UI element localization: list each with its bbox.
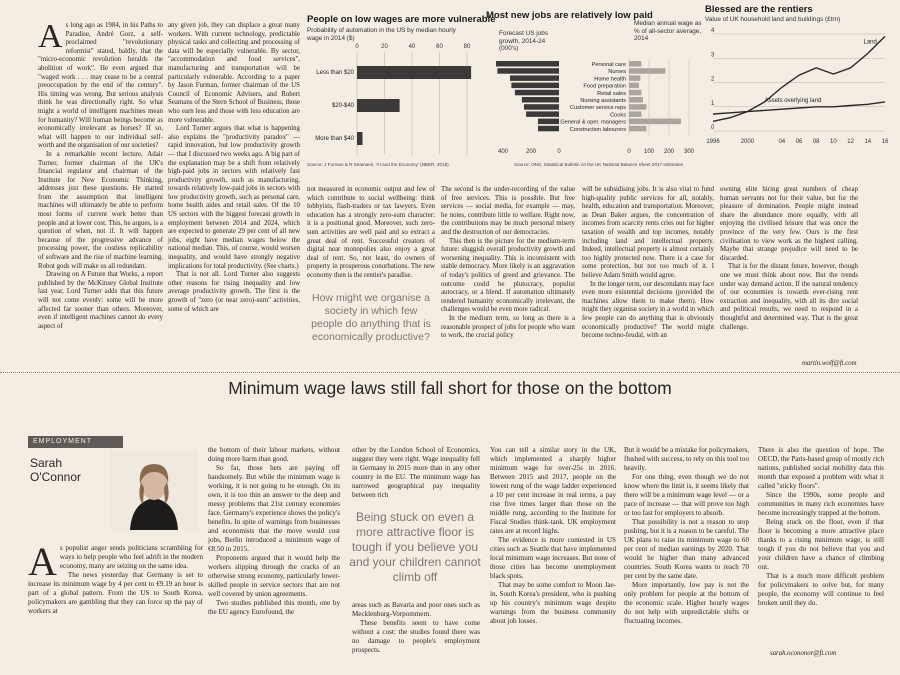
x-tick-label: 10 <box>830 139 837 145</box>
jobs-growth-bar <box>522 97 559 103</box>
y-tick-label: 1 <box>711 100 715 107</box>
section-divider <box>0 372 900 373</box>
wolf-column-4: The second is the under-recording of the value of free services. This is possible. But free services — social media, for example — may, he notes, contribute little to welfare. Right now, the contributions may be much personal misery and the destruction of our democracies. This then is the picture for the medium-term future: sluggish overall productivity growth and worsening inequality. This is inconsistent with stable democracy. More likely is an aggravation of today's politics of greed and grievance. The outcome could be plutocracy, populist autocracy, or a blend. If automation ultimately rendered humanity economically irrelevant, the challenges would be even more radical. In the medium term, so long as there is a reasonable prospect of jobs for people who want to work, the crucial policy <box>441 186 575 340</box>
category-label: More than $40 <box>315 136 354 142</box>
category-label: Construction labourers <box>569 126 626 133</box>
category-label: Personal care <box>591 62 626 68</box>
oconnor-headline: Minimum wage laws still fall short for those on the bottom <box>228 378 672 398</box>
author-portrait <box>110 450 198 530</box>
chart-title: People on low wages are more vulnerable <box>307 14 496 25</box>
wage-bar <box>629 97 643 103</box>
oconnor-email[interactable]: sarah.ocononor@ft.com <box>770 650 837 657</box>
oconnor-column-5: But it would be a mistake for policymakers, flushed with success, to rely on this tool too heavily. For one thing, even though we do not know where the limit is, it seems likely that there will be a minimum wage level — or a pace of increase — that will prove too high or too fast for employers to absorb. That possibility is not a reason to stop pushing, but it is a reason to be careful. The UK plans to raise its minimum wage to 60 per cent of median earnings by 2020. That would be higher than many advanced countries. South Korea wants to reach 70 per cent by the same date. More importantly, low pay is not the only problem for people at the bottom of the economic scale. Higher hourly wages do not help with unpredictable shifts or fluctuating incomes. <box>624 446 749 625</box>
rentiers-line-chart <box>705 26 900 156</box>
jobs-bar-chart <box>484 55 704 165</box>
x-tick-label: 60 <box>436 44 443 50</box>
category-label: Customer service reps <box>570 105 626 112</box>
chart-rentiers <box>705 0 900 176</box>
oconnor-column-3a: other by the London School of Economics, suggest they were right. Wage inequality fell in Germany in 2015 more than in any other country in the EU. The minimum wage has narrowed geographical pay inequality between rich <box>352 446 480 499</box>
oconnor-column-1: As populist anger sends politicians scrambling for ways to help people who feel adrift in the modern economy, many are seizing on the same idea. The news yesterday that Germany is set to increase its minimum wage by 4 per cent to €9.19 an hour is part of a global pattern. From the US to South Korea, policymakers are gambling that they can force up the pay of workers at <box>28 539 203 615</box>
jobs-growth-bar <box>510 75 559 81</box>
y-tick-label: 4 <box>711 28 715 34</box>
jobs-growth-bar <box>524 104 559 110</box>
chart-new-jobs <box>484 0 704 176</box>
oconnor-column-4: You can tell a similar story in the UK, which implemented a sharply higher minimum wage for over-25s in 2016. Between 2015 and 2017, people on the lowest rung of the wage ladder experienced a 10 per cent increase in real terms, a pay rise five times larger than those on the middle rung, according to the Institute for Fiscal Studies think-tank. UK employment rates are at record highs. The evidence is more contested in US cities such as Seattle that have implemented local minimum wage increases. But none of those cities has become unemployment black spots. That may be some comfort to Moon Jae-in, South Korea's president, who is pushing up his country's minimum wage despite warnings from the business community about job losses. <box>490 446 616 625</box>
category-label: Nurses <box>608 69 626 76</box>
x-tick-label: 1996 <box>706 139 720 145</box>
drop-cap: A <box>28 539 57 584</box>
left-tick-label: 200 <box>525 149 537 155</box>
left-tick-label: 0 <box>557 149 561 155</box>
x-tick-label: 80 <box>463 44 471 50</box>
jobs-growth-bar <box>496 61 559 67</box>
right-tick-label: 200 <box>663 149 675 155</box>
y-tick-label: 3 <box>711 52 715 59</box>
oconnor-column-6: There is also the question of hope. The OECD, the Paris-based group of mostly rich nations, published social mobility data this month that exposed a problem with what it called "sticky floors". Since the 1990s, some people and communities in many rich economies have become increasingly trapped at the bottom. Being stuck on the floor, even if that floor is becoming a more attractive place thanks to a rising minimum wage, is still tough if you do not believe that you and your children have a chance of climbing out. That is a much more difficult problem for policymakers to solve but, for many people, the economy will continue to feel broken until they do. <box>758 446 884 607</box>
wolf-column-6: owning elite hiring great numbers of cheap human servants not for their value, but for the pleasure of domination. People might instead share the abundance more equally, with all enjoying the civilised leisure that was once the province of the very few. Ours is the first civilisation to view work as the highest calling. Maybe that strange prejudice will need to be discarded. That is for the distant future, however, though one we must think about now. But the trends under way demand action. If the natural tendency of our economies is towards ever-rising rent extraction and inequality, with all its dire social and political results, we need to respond in a thoughtful and determined way. That is the great challenge. <box>720 186 858 331</box>
series-label-assets: Assets overlying land <box>764 97 822 104</box>
x-tick-label: 40 <box>408 44 416 50</box>
automation-bar-chart <box>307 40 479 160</box>
jobs-growth-bar <box>497 68 559 74</box>
chart-source: Source: J Furman & R Seamans, 'AI and the Economy' (NBER, 2018) <box>307 162 449 167</box>
x-tick-label: 0 <box>355 44 359 50</box>
drop-cap: A <box>38 18 63 55</box>
category-label: Nursing assistants <box>580 98 626 104</box>
right-tick-label: 300 <box>683 149 695 155</box>
category-label: Retail sales <box>597 90 626 97</box>
wage-bar <box>629 61 641 67</box>
right-tick-label: 0 <box>627 149 631 155</box>
chart-title: Most new jobs are relatively low paid <box>486 10 653 21</box>
jobs-growth-bar <box>515 90 559 96</box>
chart-automation <box>307 0 496 176</box>
wage-bar <box>629 90 641 96</box>
x-tick-label: 04 <box>778 139 786 145</box>
category-label: Cooks <box>610 112 626 119</box>
chart-source: Source: ONS, Statistical Bulletin on the UK National Balance Sheet 2017 estimates <box>514 162 684 167</box>
chart-ylabel: Value of UK household land and buildings (£trn) <box>705 16 841 23</box>
x-tick-label: 16 <box>881 139 889 145</box>
left-tick-label: 400 <box>497 149 509 155</box>
jobs-growth-bar <box>538 126 559 132</box>
series-label-land: Land <box>863 39 877 46</box>
x-tick-label: 08 <box>812 139 820 145</box>
category-label: $20-$40 <box>331 103 354 109</box>
x-tick-label: 12 <box>847 139 854 145</box>
wage-bar <box>629 68 665 74</box>
wage-bar <box>629 75 640 81</box>
jobs-growth-bar <box>526 111 559 117</box>
category-label: Less than $20 <box>316 70 354 76</box>
wolf-email[interactable]: martin.wolf@ft.com <box>802 360 857 367</box>
category-label: General & oper. managers <box>560 119 626 126</box>
wage-bar <box>629 83 639 89</box>
category-label: Food preparation <box>583 83 626 90</box>
wolf-column-5: will be subsidising jobs. It is also vital to fund high-quality public services for all, notably, health, education and transportation. Moreover, as Dean Baker argues, the concentration of incomes from scarcity rents cries out for higher taxation of wealth and top incomes, notably including land and intellectual property. Indeed, intellectual property is almost certainly too highly protected now. There is a case for some protection, but not too much of it. I believe Adam Smith would agree. In the longer term, our descendants may face even more existential decisions (provided the machines allow them to make them). How might they organise society in a world in which few people can do anything that is obviously economically productive? The world might become techno-feudal, with an <box>582 186 714 340</box>
wolf-pull-quote: How might we organise a society in which few people do anything that is economically productive? <box>311 292 431 343</box>
category-label: Home health <box>594 76 626 83</box>
x-tick-label: 20 <box>381 44 388 50</box>
wolf-column-1: As long ago as 1984, in his Paths to Paradise, André Gorz, a self-proclaimed "revolutionary reformist" stated, baldly, that the "micro-economic revolution heralds the abolition of work". He even argued that "waged work . . . may cease to be a central preoccupation by the end of the century". His timing was wrong. But serious analysts think he was directionally right. So what might a world of intelligent machines mean for humanity? Will human beings become as economically irrelevant as horses? If so, what will happen to our individual self-worth and the organisation of our societies? In a remarkable recent lecture, Adair Turner, former chairman of the UK's financial regulator and chairman of the Institute for New Economic Thinking, addresses just these questions. He started from the assumption that intelligent machines will ultimately be able to perform most forms of current work better than people and at lower cost. This, he argues, is a question of when, not if. It will happen because of the progressive advance of processing power, the costless replicability of software and the rise of machine learning. Robot gods will make us all redundant. Drawing on A Future that Works, a report published by the McKinsey Global Institute last year, Lord Turner adds that this future will not come evenly: some will be more affected far sooner than others. Moreover, even if intelligent machines cannot do every aspect of <box>38 18 163 330</box>
wage-bar <box>629 104 646 110</box>
x-tick-label: 06 <box>795 139 803 145</box>
wage-bar <box>629 119 681 125</box>
wolf-column-3: not measured in economic output and few of which contribute to social wellbeing: think lobbyists, flash-traders or tax lawyers. Even education has a strongly zero-sum character: it is a positional good. Moreover, such zero-sum activities are well paid and so extract a great deal of rent. Successful creators of digital near monopolies also enjoy a great deal of rent. So, not least, do owners of property in prosperous conurbations. The new economy then is the rentier's paradise. <box>307 186 435 279</box>
chart-left-label: Forecast US jobs growth, 2014-24 (000's) <box>499 30 549 52</box>
chart-right-label: Median annual wage as % of all-sector average, 2014 <box>634 20 702 42</box>
x-tick-label: 14 <box>864 139 872 145</box>
author-name: Sarah O'Connor <box>30 456 81 484</box>
jobs-growth-bar <box>511 83 559 89</box>
chart-ylabel: Probability of automation in the US by median hourly wage in 2014 ($) <box>307 27 456 42</box>
bar <box>357 66 471 79</box>
bar <box>357 132 363 145</box>
oconnor-pull-quote: Being stuck on even a more attractive floor is tough if you believe you and your children cannot climb off <box>349 510 481 584</box>
y-tick-label: 0 <box>711 125 715 131</box>
y-tick-label: 2 <box>711 76 715 83</box>
jobs-growth-bar <box>538 119 559 125</box>
wage-bar <box>629 111 641 117</box>
chart-title: Blessed are the rentiers <box>705 4 813 15</box>
oconnor-column-3b: areas such as Bavaria and poor ones such as Mecklenburg-Vorpommern. These benefits seem to have come without a cost: the studies found there was no damage to people's employment prospects. <box>352 601 480 654</box>
employment-section-label: EMPLOYMENT <box>28 436 123 448</box>
x-tick-label: 2000 <box>740 139 755 145</box>
wage-bar <box>629 126 646 132</box>
oconnor-column-2: the bottom of their labour markets, without doing more harm than good. So far, those bets are paying off handsomely. But while the minimum wage is working, it is not going to be enough. On its own, it is too thin an answer to the deep and messy problems that 21st century economies face. Germany's experience shows the policy's benefits. In spite of warnings from businesses and economists that the move would cost jobs, Berlin introduced a minimum wage of €8.50 in 2015. Proponents argued that it would help the workers slipping through the cracks of an otherwise strong economy, particularly lower-skilled people in service sectors that are not well covered by union agreements. Two studies published this month, one by the EU agency Eurofound, the <box>208 446 340 616</box>
right-tick-label: 100 <box>643 149 655 155</box>
bar <box>357 99 400 112</box>
wolf-column-2: any given job, they can displace a great many workers. With current technology, predictable physical tasks and collecting and processing of data will be especially vulnerable. By sector, "accommodation and food services", manufacturing and transportation will be particularly vulnerable. According to a paper by Jason Furman, former chairman of the US Council of Economic Advisers, and Robert Seamans of the Stern School of Business, those who earn less and those with less education are more vulnerable. Lord Turner argues that what is happening also explains the "productivity paradox" — rapid innovation, but low productivity growth — that I discussed two weeks ago. A big part of the explanation may be a shift from relatively high-paid jobs in sectors with relatively fast productivity growth, such as manufacturing, towards relatively low-paid jobs in sectors with low productivity growth, such as personal care, home health aides and retail sales. Of the 10 US sectors with the biggest forecast growth in employment between 2014 and 2024, which are expected to generate 29 per cent of all new jobs, eight have median wages below the national median. This, of course, would worsen inequality, and would have strongly negative implications for total productivity. (See charts.) That is not all. Lord Turner also suggests other reasons for rising inequality and low average productivity growth. The first is the growth of "zero (or near zero)-sum" activities, some of which are <box>168 22 300 313</box>
